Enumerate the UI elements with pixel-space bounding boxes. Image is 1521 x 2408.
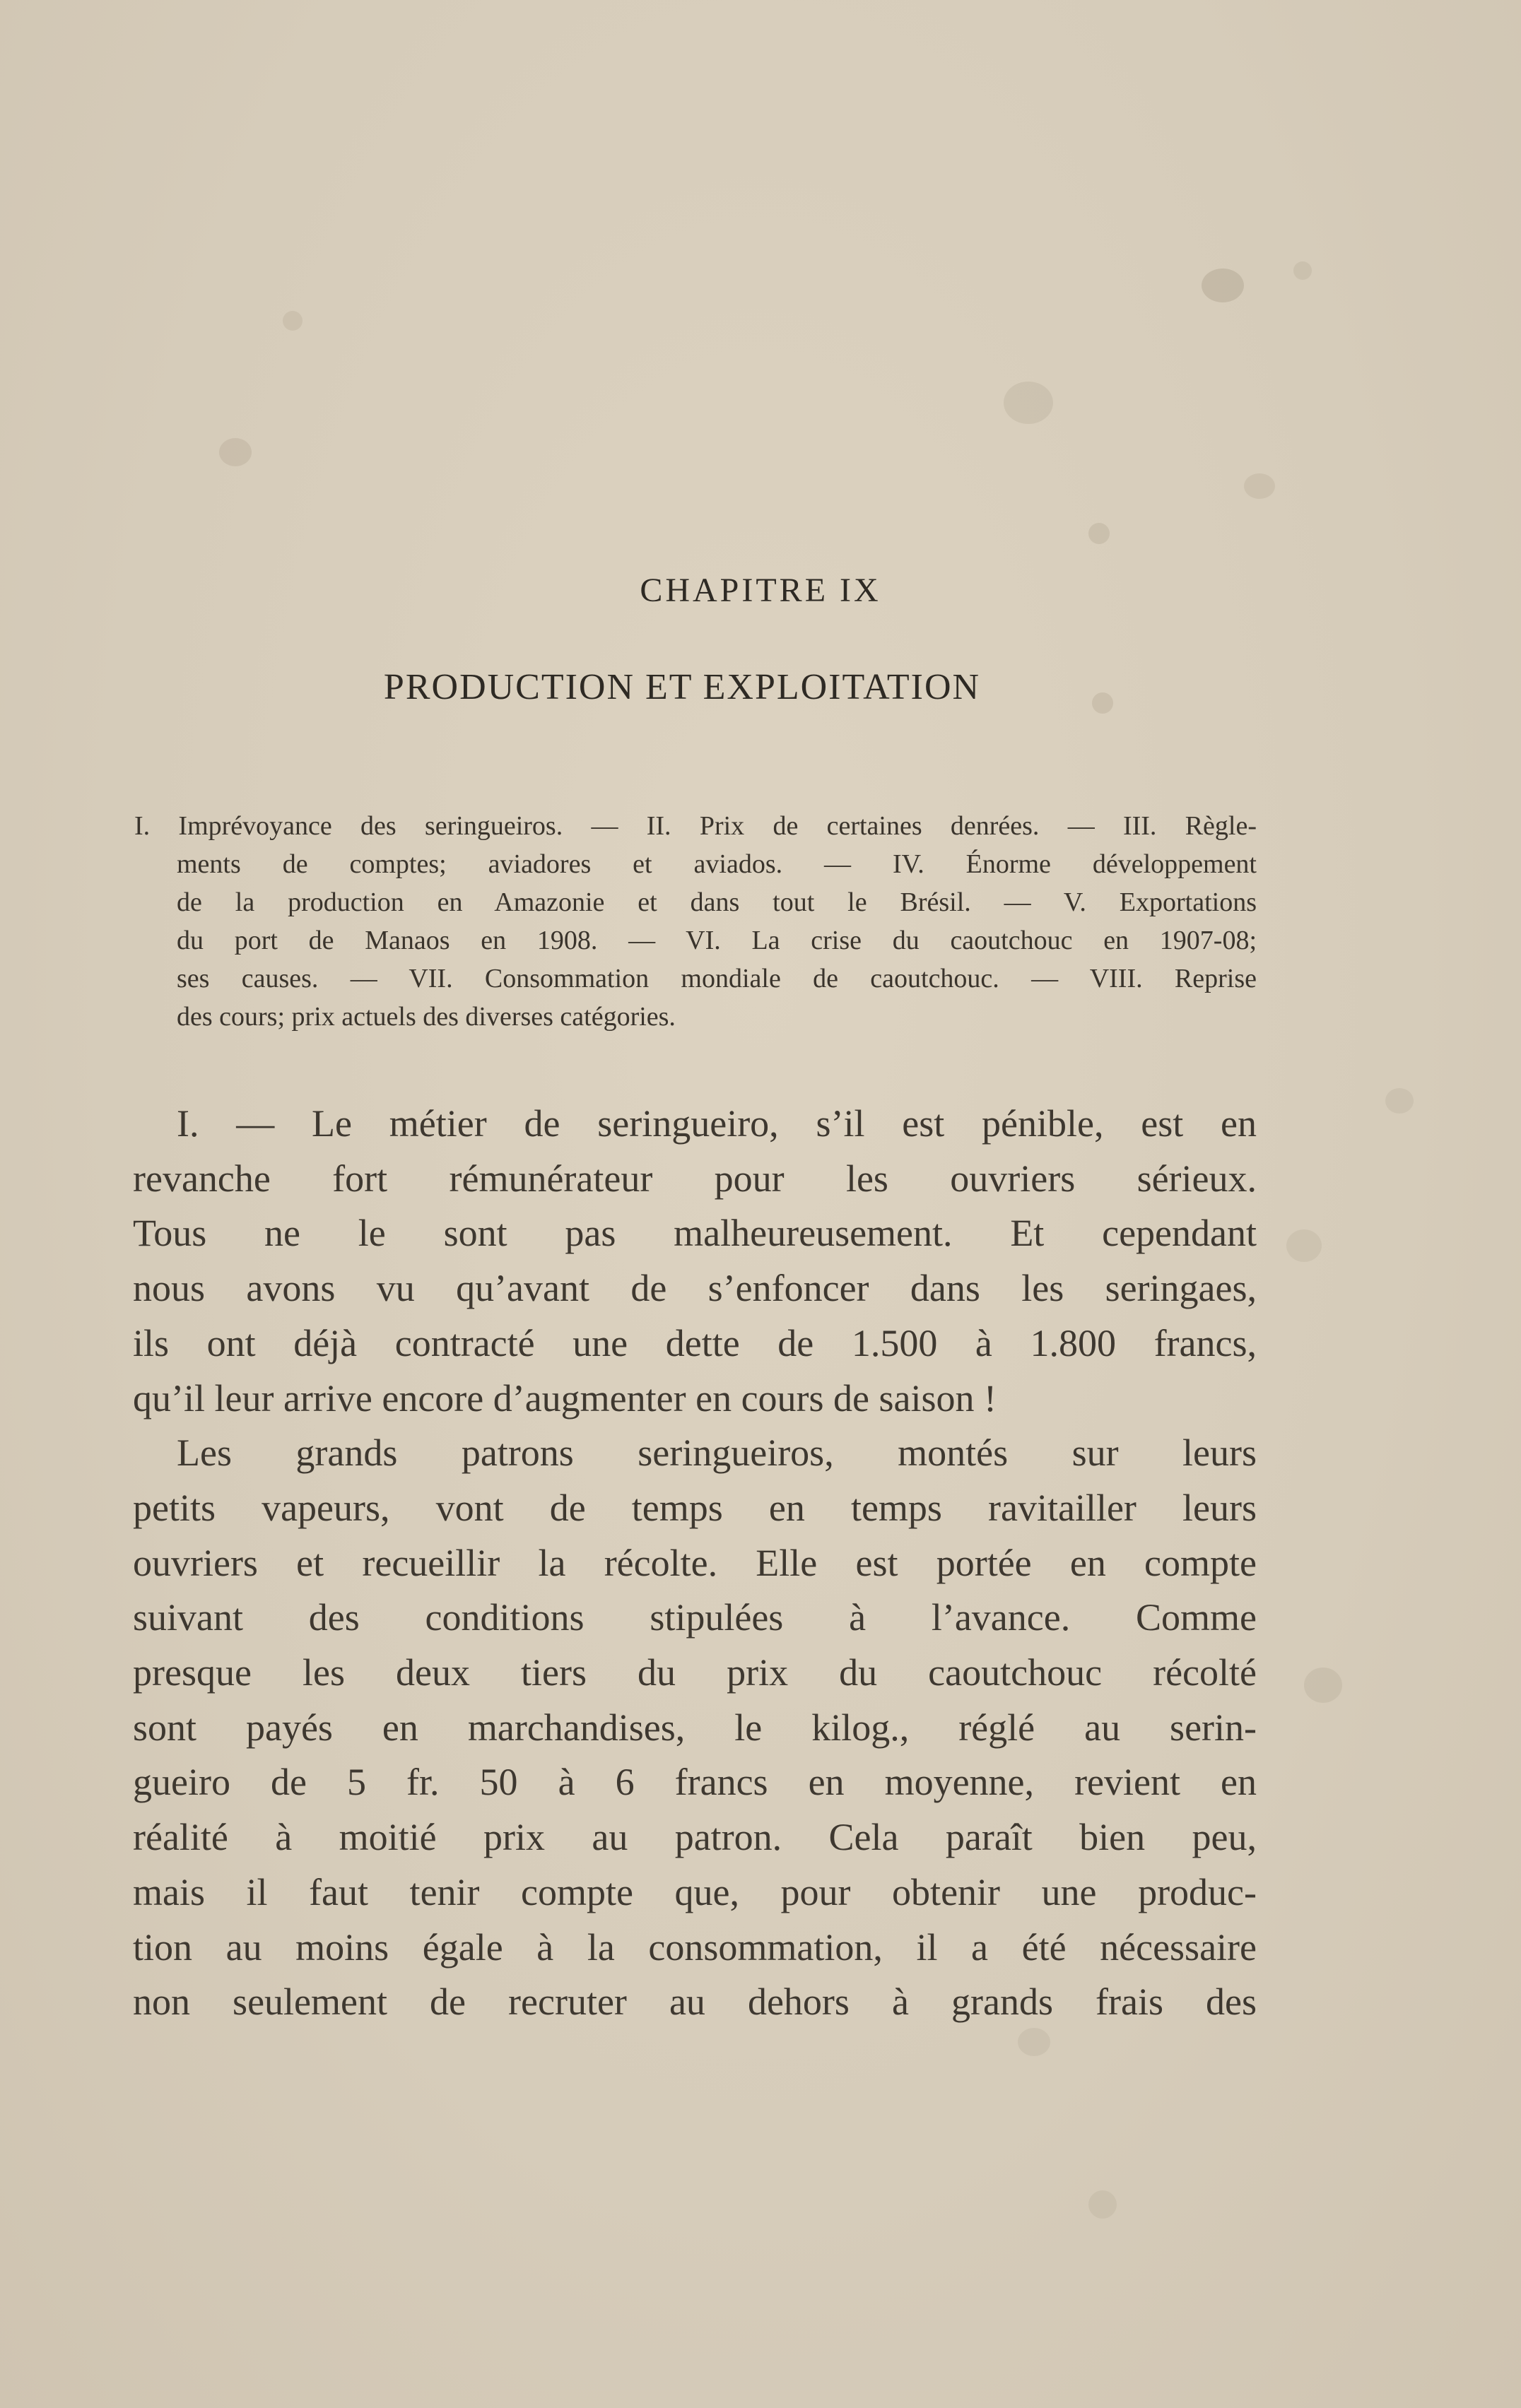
foxing-spot [1018,2028,1050,2056]
body-line: nous avons vu qu’avant de s’enfoncer dans les seringaes, [133,1267,1257,1310]
foxing-spot [1293,261,1312,280]
foxing-spot [1088,2190,1117,2219]
foxing-spot [1286,1229,1322,1262]
summary-line: I. Imprévoyance des seringueiros. — II. Prix de certaines denrées. — III. Règle- [134,811,1257,841]
foxing-spot [1202,268,1244,302]
body-line: I. — Le métier de seringueiro, s’il est pénible, est en [177,1102,1257,1145]
body-line: ouvriers et recueillir la récolte. Elle est portée en compte [133,1541,1257,1584]
body-line: suivant des conditions stipulées à l’avance. Comme [133,1596,1257,1639]
foxing-spot [1088,523,1110,544]
foxing-spot [1244,473,1275,499]
body-line: sont payés en marchandises, le kilog., réglé au serin- [133,1706,1257,1749]
foxing-spot [283,311,303,331]
body-line: non seulement de recruter au dehors à grands frais des [133,1981,1257,2024]
foxing-spot [1385,1088,1414,1114]
body-line: Les grands patrons seringueiros, montés sur leurs [177,1432,1257,1475]
body-line: mais il faut tenir compte que, pour obtenir une produc- [133,1870,1257,1913]
summary-line: ments de comptes; aviadores et aviados. — IV. Énorme développement [177,849,1257,879]
body-line: presque les deux tiers du prix du caoutchouc récolté [133,1651,1257,1694]
summary-line: des cours; prix actuels des diverses catégories. [177,1002,676,1032]
summary-line: ses causes. — VII. Consommation mondiale de caoutchouc. — VIII. Reprise [177,964,1257,993]
body-line: réalité à moitié prix au patron. Cela paraît bien peu, [133,1816,1257,1859]
body-line: revanche fort rémunérateur pour les ouvriers sérieux. [133,1157,1257,1200]
body-line: qu’il leur arrive encore d’augmenter en cours de saison ! [133,1376,997,1420]
body-line: petits vapeurs, vont de temps en temps ravitailler leurs [133,1486,1257,1529]
chapter-label: CHAPITRE IX [640,572,881,609]
body-line: Tous ne le sont pas malheureusement. Et cependant [133,1212,1257,1255]
foxing-spot [1304,1668,1342,1703]
body-line: ils ont déjà contracté une dette de 1.500 à 1.800 francs, [133,1321,1257,1364]
body-line: gueiro de 5 fr. 50 à 6 francs en moyenne, revient en [133,1761,1257,1804]
body-line: tion au moins égale à la consommation, il a été nécessaire [133,1925,1257,1969]
foxing-spot [219,438,252,466]
summary-line: de la production en Amazonie et dans tout le Brésil. — V. Exportations [177,887,1257,917]
chapter-title: PRODUCTION ET EXPLOITATION [383,667,981,707]
chapter-summary [134,807,1257,1036]
summary-line: du port de Manaos en 1908. — VI. La crise du caoutchouc en 1907-08; [177,926,1257,955]
foxing-spot [1004,382,1053,424]
body-text [133,1097,1257,2030]
